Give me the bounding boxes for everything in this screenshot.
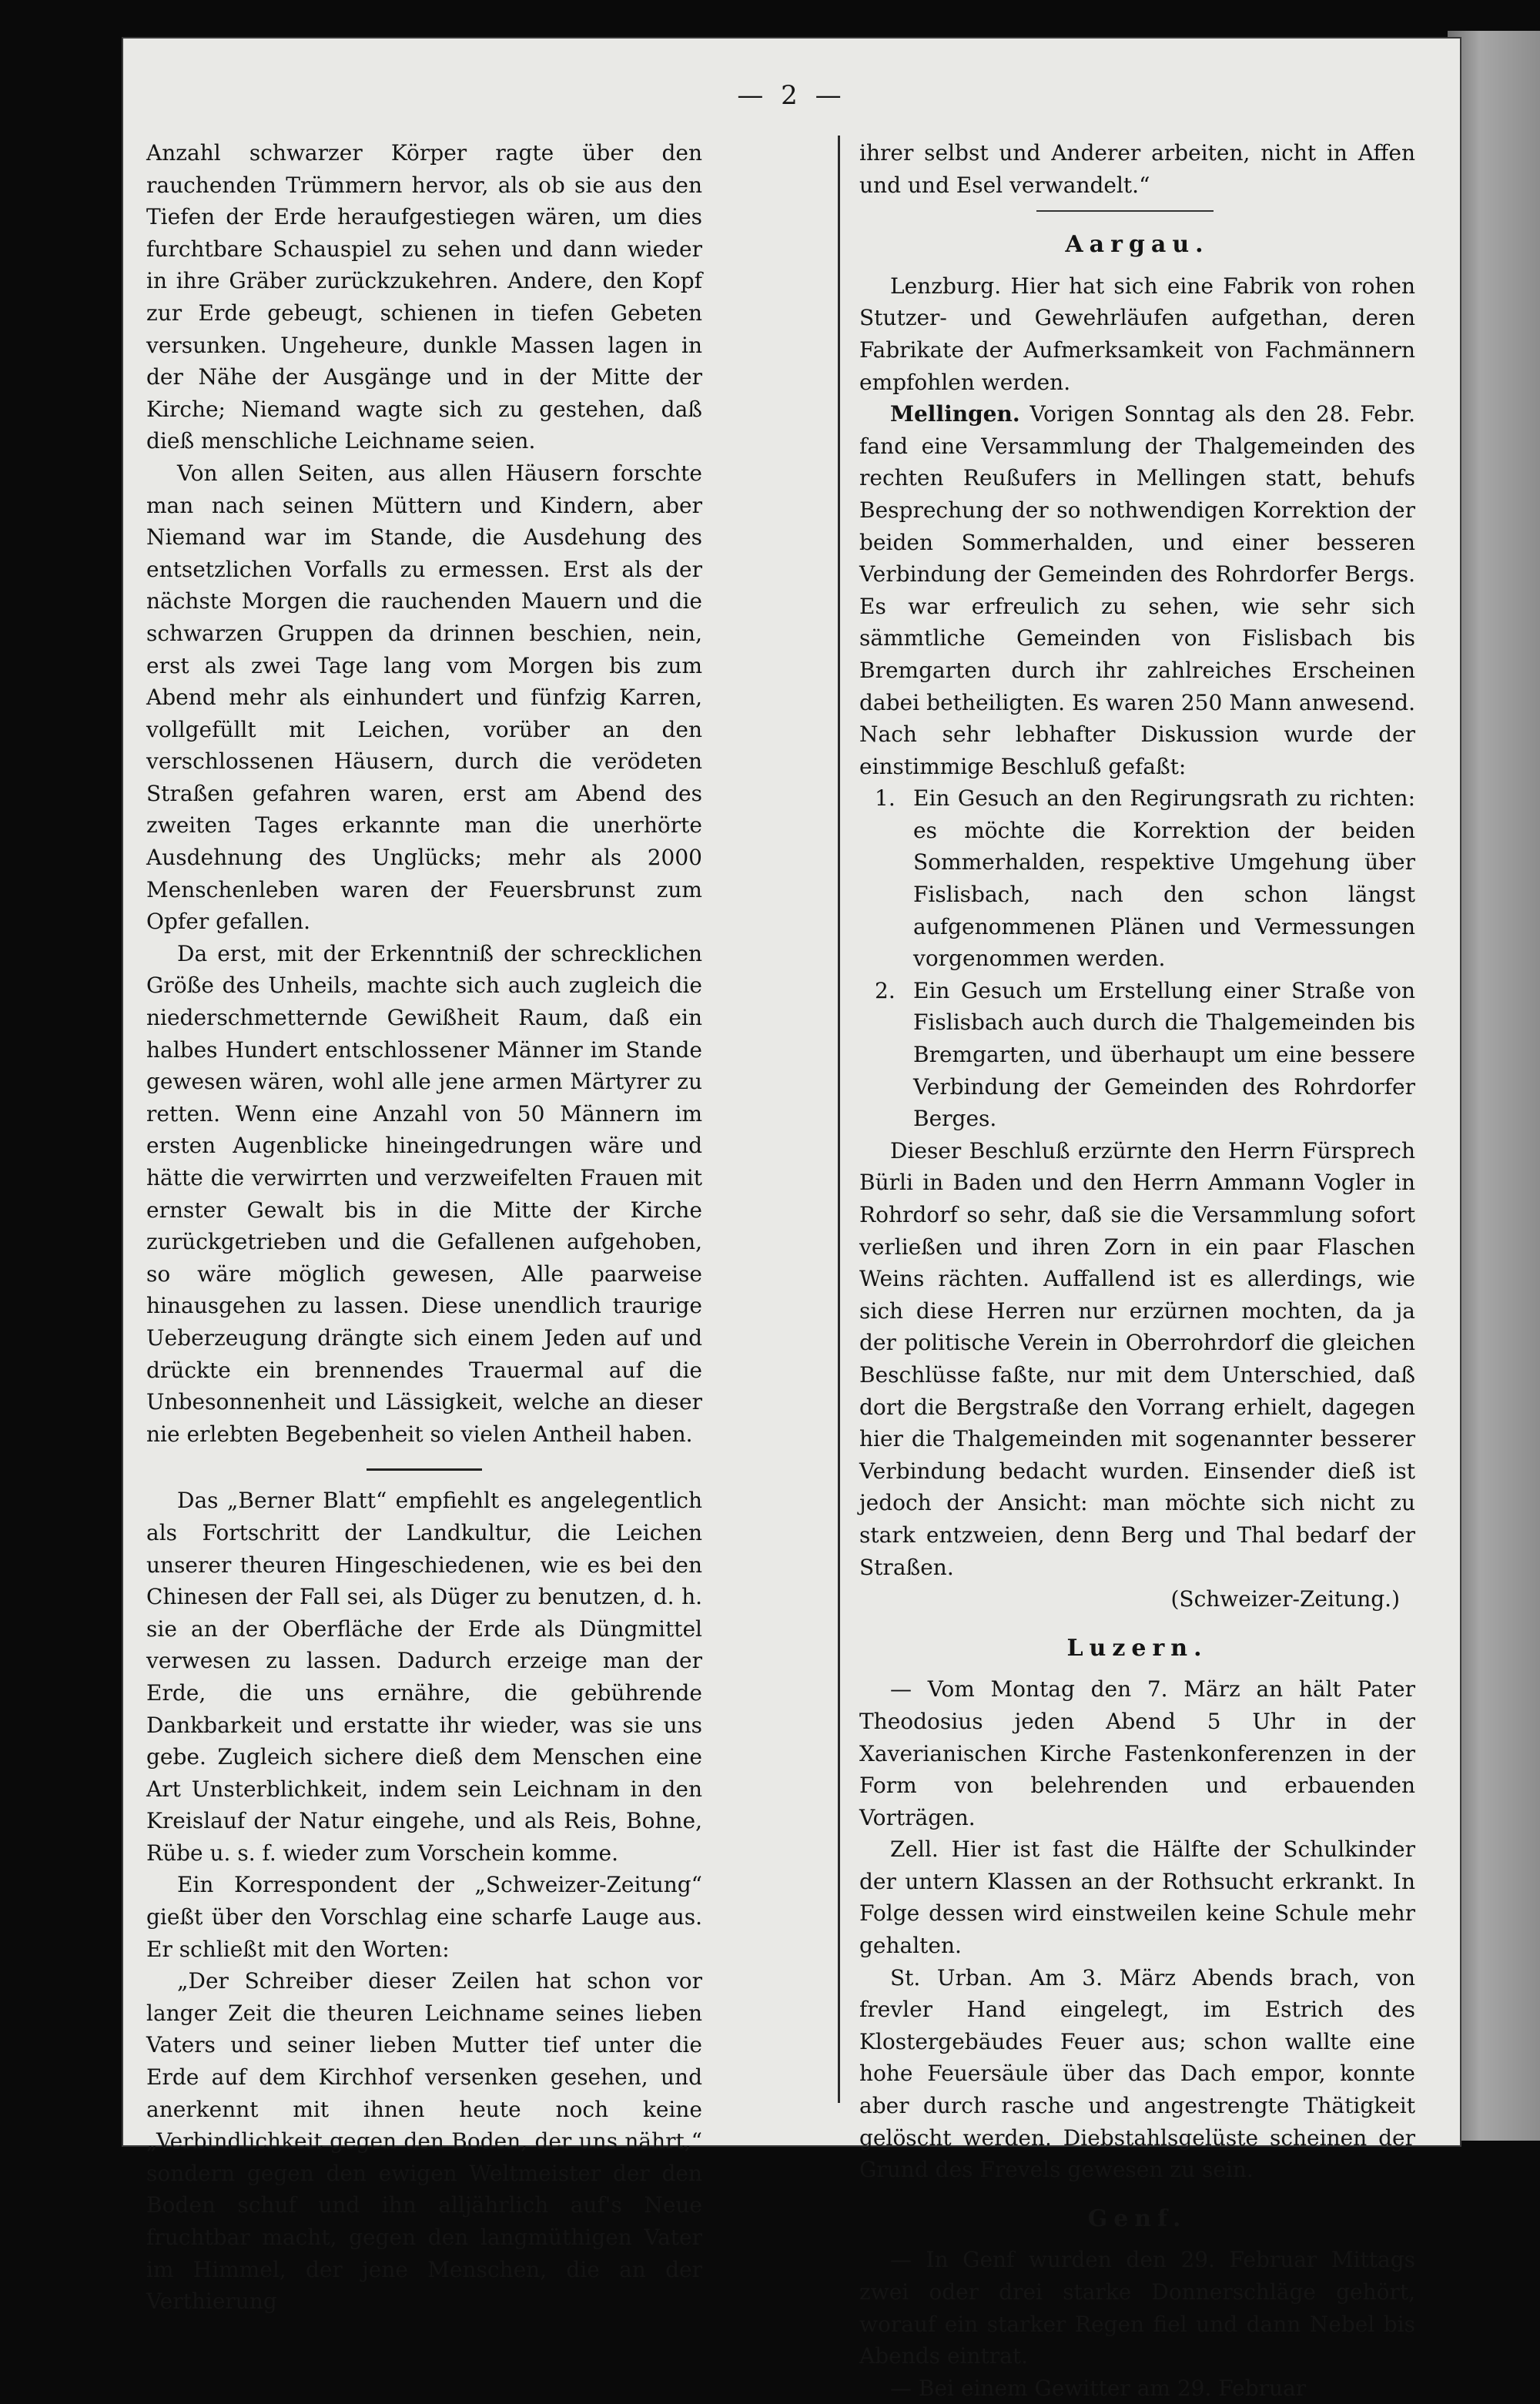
paragraph: — In Genf wurden den 29. Februar Mittags zwei oder drei starke Donnerschläge gehört, worauf ein starker Regen fiel und dann Nebel bis Abends eintrat. — [859, 2247, 1415, 2369]
list-number: 2. — [875, 977, 896, 1003]
list-item — [859, 975, 1415, 1135]
paragraph-zell: Zell. Hier ist fast die Hälfte der Schulkinder der untern Klassen an der Rothsucht erkrankt. In Folge dessen wird einstweilen keine Schule mehr gehalten. — [859, 1836, 1415, 1959]
quoted-paragraph: „Der Schreiber dieser Zeilen hat schon vor langer Zeit die theuren Leichname seines lieben Vaters und seiner lieben Mutter tief unter die Erde auf dem Kirchhof versenken gesehen, und anerkennt mit ihnen heute noch keine „Verbindlichkeit gegen den Boden, der uns nährt,“ sondern gegen den ewigen Weltmeister der den Boden schuf und ihn alljährlich auf's Neue fruchtbar macht, gegen den langmüthigen Vater im Himmel, der jene Menschen, die an der Verthierung — [146, 1968, 702, 2315]
section-separator — [367, 1468, 482, 1471]
paragraph: Ein Korrespondent der „Schweizer-Zeitung“ gießt über den Vorschlag eine scharfe Lauge aus. Er schließt mit den Worten: — [146, 1872, 702, 1962]
column-divider — [838, 136, 840, 2103]
paragraph: Anzahl schwarzer Körper ragte über den rauchenden Trümmern hervor, als ob sie aus den Tiefen der Erde heraufgestiegen wären, um dies furchtbare Schauspiel zu sehen und dann wieder in ihre Gräber zurückzukehren. Andere, den Kopf zur Erde gebeugt, schienen in tiefen Gebeten versunken. Ungeheure, dunkle Massen lagen in der Nähe der Ausgänge und in der Mitte der Kirche; Niemand wagte sich zu gestehen, daß dieß menschliche Leichname seien. — [146, 140, 702, 454]
list-text: Ein Gesuch um Erstellung einer Straße von Fislisbach auch durch die Thalgemeinden bis Bremgarten, und überhaupt um eine bessere Verbindung der Gemeinden des Rohrdorfer Berges. — [913, 977, 1415, 1132]
paragraph-lenzburg: Lenzburg. Hier hat sich eine Fabrik von rohen Stutzer- und Gewehrläufen aufgethan, deren Fabrikate der Aufmerksamkeit von Fachmännern empfohlen werden. — [859, 273, 1415, 395]
paragraph-mellingen — [859, 398, 1415, 782]
paragraph: ihrer selbst und Anderer arbeiten, nicht in Affen und und Esel verwandelt.“ — [859, 140, 1415, 198]
paragraph: — Bei einem Gewitter am 29. Februar — [890, 2375, 1307, 2401]
source-citation: (Schweizer-Zeitung.) — [1170, 1586, 1400, 1612]
paragraph: — Vom Montag den 7. März an hält Pater Theodosius jeden Abend 5 Uhr in der Xaverianischen Kirche Fastenkonferenzen in der Form von belehrenden und erbauenden Vorträgen. — [859, 1676, 1415, 1830]
paragraph-text: Vorigen Sonntag als den 28. Febr. fand eine Versammlung der Thalgemeinden des rechten Reußufers in Mellingen statt, behufs Besprechung der so nothwendigen Korrektion der beiden Sommerhalden, und einer besseren Verbindung der Gemeinden des Rohrdorfer Bergs. Es war erfreulich zu sehen, wie sehr sich sämmtliche Gemeinden von Fislisbach bis Bremgarten durch ihr zahlreiches Erscheinen dabei betheiligten. Es waren 250 Mann anwesend. Nach sehr lebhafter Diskussion wurde der einstimmige Beschluß gefaßt: — [859, 401, 1415, 779]
left-column — [146, 137, 702, 2318]
paragraph: Da erst, mit der Erkenntniß der schrecklichen Größe des Unheils, machte sich auch zugleich die niederschmetternde Gewißheit Raum, daß ein halbes Hundert entschlossener Männer im Stande gewesen wären, wohl alle jene armen Märtyrer zu retten. Wenn eine Anzahl von 50 Männern im ersten Augenblicke hineingedrungen wäre und hätte die verwirrten und verzweifelten Frauen mit ernster Gewalt bis in die Mitte der Kirche zurückgetrieben und die Gefallenen aufgehoben, so wäre möglich gewesen, Alle paarweise hinausgehen zu lassen. Diese unendlich traurige Ueberzeugung drängte sich einem Jeden auf und drückte ein brennendes Trauermal auf die Unbesonnenheit und Lässigkeit, welche an dieser nie erlebten Begebenheit so vielen Antheil haben. — [146, 940, 702, 1447]
paragraph: Dieser Beschluß erzürnte den Herrn Fürsprech Bürli in Baden und den Herrn Ammann Vogler in Rohrdorf so sehr, daß sie die Versammlung sofort verließen und ihren Zorn in ein paar Flaschen Weins rächten. Auffallend ist es allerdings, wie sich diese Herren nur erzürnen mochten, da ja der politische Verein in Oberrohrdorf die gleichen Beschlüsse faßte, nur mit dem Unterschied, daß dort die Bergstraße den Vorrang erhielt, dagegen hier die Thalgemeinden mit sogenannter besserer Verbindung bedacht wurden. Einsender dieß ist jedoch der Ansicht: man möchte sich nicht zu stark entzweien, denn Berg und Thal bedarf der Straßen. — [859, 1137, 1415, 1580]
list-item — [859, 782, 1415, 975]
place-label: Mellingen. — [890, 401, 1020, 427]
adjacent-page-edge — [1448, 31, 1540, 2141]
newspaper-page — [122, 37, 1461, 2401]
section-heading-genf: Genf. — [1087, 2205, 1187, 2232]
section-heading-aargau: Aargau. — [1065, 231, 1210, 259]
paragraph-st-urban: St. Urban. Am 3. März Abends brach, von frevler Hand eingelegt, im Estrich des Klostergebäudes Feuer aus; schon wallte eine hohe Feuersäule über das Dach empor, konnte aber durch rasche und angestrengte Thätigkeit gelöscht werden. Diebstahlsgelüste scheinen der Grund des Frevels gewesen zu sein. — [859, 1964, 1415, 2183]
heading-rule — [1036, 210, 1214, 212]
page-number: — 2 — — [737, 80, 846, 111]
list-number: 1. — [875, 785, 896, 812]
right-column — [859, 137, 1415, 2404]
section-heading-luzern: Luzern. — [1066, 1634, 1208, 1662]
list-text: Ein Gesuch an den Regirungsrath zu richten: es möchte die Korrektion der beiden Sommerhalden, respektive Umgehung über Fislisbach, nach den schon längst aufgenommenen Plänen und Vermessungen vorgenommen werden. — [913, 785, 1415, 972]
paragraph: Von allen Seiten, aus allen Häusern forschte man nach seinen Müttern und Kindern, aber Niemand war im Stande, die Ausdehung des entsetzlichen Vorfalls zu ermessen. Erst als der nächste Morgen die rauchenden Mauern und die schwarzen Gruppen da drinnen beschien, nein, erst als zwei Tage lang vom Morgen bis zum Abend mehr als einhundert und fünfzig Karren, vollgefüllt mit Leichen, vorüber an den verschlossenen Häusern, durch die verödeten Straßen gefahren waren, erst am Abend des zweiten Tages erkannte man die unerhörte Ausdehnung des Unglücks; mehr als 2000 Menschenleben waren der Feuersbrunst zum Opfer gefallen. — [146, 460, 702, 935]
paragraph: Das „Berner Blatt“ empfiehlt es angelegentlich als Fortschritt der Landkultur, die Leichen unserer theuren Hingeschiedenen, wie es bei den Chinesen der Fall sei, als Düger zu benutzen, d. h. sie an der Oberfläche der Erde als Düngmittel verwesen zu lassen. Dadurch erzeige man der Erde, die uns ernähre, die gebührende Dankbarkeit und erstatte ihr wieder, was sie uns gebe. Zugleich sichere dieß dem Menschen eine Art Unsterblichkeit, indem sein Leichnam in den Kreislauf der Natur eingehe, und als Reis, Bohne, Rübe u. s. f. wieder zum Vorschein komme. — [146, 1488, 702, 1866]
